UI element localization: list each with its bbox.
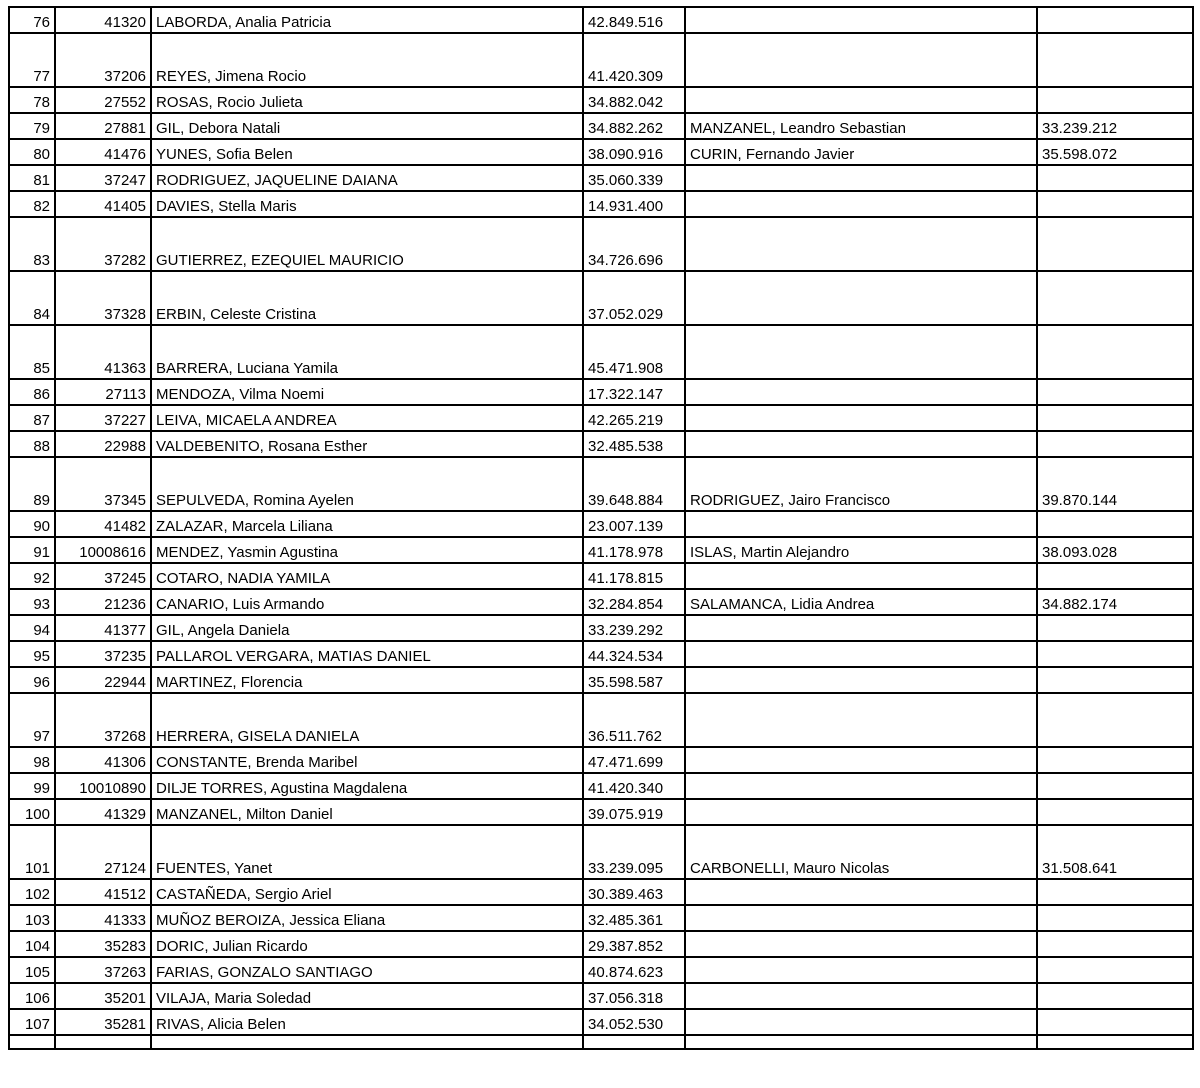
table-row bbox=[9, 1009, 1193, 1035]
cell-suplente bbox=[685, 405, 1037, 431]
cell-documento: 42.265.219 bbox=[583, 405, 685, 431]
cell-apellido-nombre: CASTAÑEDA, Sergio Ariel bbox=[151, 879, 583, 905]
cell-documento-suplente bbox=[1037, 87, 1193, 113]
table-row bbox=[9, 879, 1193, 905]
cell-numero: 21236 bbox=[55, 589, 151, 615]
cell-orden: 101 bbox=[9, 825, 55, 879]
table-row bbox=[9, 693, 1193, 747]
table-row bbox=[9, 799, 1193, 825]
cell-suplente bbox=[685, 191, 1037, 217]
cell-documento: 42.849.516 bbox=[583, 7, 685, 33]
cell-documento-suplente bbox=[1037, 325, 1193, 379]
cell-documento-suplente bbox=[1037, 7, 1193, 33]
table-row bbox=[9, 217, 1193, 271]
cell-documento-suplente bbox=[1037, 405, 1193, 431]
cell-suplente bbox=[685, 165, 1037, 191]
cell-orden: 92 bbox=[9, 563, 55, 589]
cell-numero bbox=[55, 1035, 151, 1049]
cell-numero: 41306 bbox=[55, 747, 151, 773]
cell-documento-suplente bbox=[1037, 747, 1193, 773]
cell-numero: 35201 bbox=[55, 983, 151, 1009]
cell-apellido-nombre: FUENTES, Yanet bbox=[151, 825, 583, 879]
table-row bbox=[9, 1035, 1193, 1049]
cell-numero: 41482 bbox=[55, 511, 151, 537]
cell-documento: 34.726.696 bbox=[583, 217, 685, 271]
cell-apellido-nombre: RODRIGUEZ, JAQUELINE DAIANA bbox=[151, 165, 583, 191]
cell-documento: 32.284.854 bbox=[583, 589, 685, 615]
cell-apellido-nombre: HERRERA, GISELA DANIELA bbox=[151, 693, 583, 747]
cell-suplente bbox=[685, 7, 1037, 33]
cell-documento-suplente: 35.598.072 bbox=[1037, 139, 1193, 165]
table-row bbox=[9, 33, 1193, 87]
cell-documento-suplente bbox=[1037, 983, 1193, 1009]
table-row bbox=[9, 825, 1193, 879]
cell-orden: 85 bbox=[9, 325, 55, 379]
cell-documento-suplente bbox=[1037, 641, 1193, 667]
cell-orden: 86 bbox=[9, 379, 55, 405]
cell-suplente bbox=[685, 217, 1037, 271]
table-row bbox=[9, 7, 1193, 33]
cell-apellido-nombre: LEIVA, MICAELA ANDREA bbox=[151, 405, 583, 431]
cell-documento-suplente bbox=[1037, 773, 1193, 799]
cell-suplente: SALAMANCA, Lidia Andrea bbox=[685, 589, 1037, 615]
cell-apellido-nombre: REYES, Jimena Rocio bbox=[151, 33, 583, 87]
cell-orden: 81 bbox=[9, 165, 55, 191]
cell-orden: 94 bbox=[9, 615, 55, 641]
cell-apellido-nombre: GIL, Debora Natali bbox=[151, 113, 583, 139]
cell-numero: 22988 bbox=[55, 431, 151, 457]
cell-orden: 95 bbox=[9, 641, 55, 667]
cell-documento-suplente bbox=[1037, 693, 1193, 747]
cell-numero: 35283 bbox=[55, 931, 151, 957]
cell-numero: 10010890 bbox=[55, 773, 151, 799]
cell-apellido-nombre: BARRERA, Luciana Yamila bbox=[151, 325, 583, 379]
cell-suplente bbox=[685, 641, 1037, 667]
cell-apellido-nombre: DORIC, Julian Ricardo bbox=[151, 931, 583, 957]
cell-orden: 84 bbox=[9, 271, 55, 325]
cell-numero: 41512 bbox=[55, 879, 151, 905]
cell-apellido-nombre: MARTINEZ, Florencia bbox=[151, 667, 583, 693]
cell-suplente bbox=[685, 87, 1037, 113]
cell-documento-suplente bbox=[1037, 931, 1193, 957]
table-row bbox=[9, 325, 1193, 379]
cell-orden: 99 bbox=[9, 773, 55, 799]
cell-orden: 88 bbox=[9, 431, 55, 457]
cell-documento: 38.090.916 bbox=[583, 139, 685, 165]
cell-apellido-nombre: MANZANEL, Milton Daniel bbox=[151, 799, 583, 825]
cell-suplente: CARBONELLI, Mauro Nicolas bbox=[685, 825, 1037, 879]
cell-numero: 37235 bbox=[55, 641, 151, 667]
cell-documento: 37.052.029 bbox=[583, 271, 685, 325]
cell-numero: 41377 bbox=[55, 615, 151, 641]
cell-numero: 37206 bbox=[55, 33, 151, 87]
cell-orden: 100 bbox=[9, 799, 55, 825]
cell-orden: 104 bbox=[9, 931, 55, 957]
table-row bbox=[9, 457, 1193, 511]
cell-orden: 79 bbox=[9, 113, 55, 139]
cell-suplente bbox=[685, 1009, 1037, 1035]
cell-suplente bbox=[685, 511, 1037, 537]
cell-suplente: MANZANEL, Leandro Sebastian bbox=[685, 113, 1037, 139]
cell-suplente bbox=[685, 931, 1037, 957]
cell-documento-suplente: 33.239.212 bbox=[1037, 113, 1193, 139]
roster-table-body bbox=[9, 7, 1193, 1049]
cell-apellido-nombre: FARIAS, GONZALO SANTIAGO bbox=[151, 957, 583, 983]
cell-orden: 93 bbox=[9, 589, 55, 615]
table-row bbox=[9, 773, 1193, 799]
cell-documento-suplente bbox=[1037, 165, 1193, 191]
cell-documento: 41.178.815 bbox=[583, 563, 685, 589]
cell-apellido-nombre: CANARIO, Luis Armando bbox=[151, 589, 583, 615]
table-row bbox=[9, 641, 1193, 667]
cell-documento-suplente: 38.093.028 bbox=[1037, 537, 1193, 563]
cell-numero: 41363 bbox=[55, 325, 151, 379]
cell-documento-suplente: 39.870.144 bbox=[1037, 457, 1193, 511]
cell-orden bbox=[9, 1035, 55, 1049]
cell-suplente bbox=[685, 379, 1037, 405]
cell-documento: 34.052.530 bbox=[583, 1009, 685, 1035]
cell-documento-suplente bbox=[1037, 615, 1193, 641]
cell-documento-suplente: 31.508.641 bbox=[1037, 825, 1193, 879]
cell-suplente bbox=[685, 33, 1037, 87]
cell-numero: 37227 bbox=[55, 405, 151, 431]
cell-orden: 105 bbox=[9, 957, 55, 983]
cell-suplente bbox=[685, 799, 1037, 825]
cell-numero: 41329 bbox=[55, 799, 151, 825]
cell-suplente bbox=[685, 667, 1037, 693]
cell-documento: 36.511.762 bbox=[583, 693, 685, 747]
cell-apellido-nombre: VILAJA, Maria Soledad bbox=[151, 983, 583, 1009]
cell-documento: 39.075.919 bbox=[583, 799, 685, 825]
table-row bbox=[9, 511, 1193, 537]
cell-documento: 34.882.042 bbox=[583, 87, 685, 113]
cell-suplente bbox=[685, 957, 1037, 983]
cell-orden: 97 bbox=[9, 693, 55, 747]
cell-numero: 41320 bbox=[55, 7, 151, 33]
cell-apellido-nombre: RIVAS, Alicia Belen bbox=[151, 1009, 583, 1035]
cell-documento: 40.874.623 bbox=[583, 957, 685, 983]
cell-suplente bbox=[685, 563, 1037, 589]
cell-documento: 37.056.318 bbox=[583, 983, 685, 1009]
cell-orden: 106 bbox=[9, 983, 55, 1009]
cell-suplente bbox=[685, 431, 1037, 457]
cell-documento: 35.060.339 bbox=[583, 165, 685, 191]
table-row bbox=[9, 983, 1193, 1009]
cell-apellido-nombre: LABORDA, Analia Patricia bbox=[151, 7, 583, 33]
cell-documento-suplente bbox=[1037, 1009, 1193, 1035]
cell-apellido-nombre: GIL, Angela Daniela bbox=[151, 615, 583, 641]
cell-numero: 41405 bbox=[55, 191, 151, 217]
table-row bbox=[9, 113, 1193, 139]
cell-documento-suplente bbox=[1037, 563, 1193, 589]
cell-orden: 96 bbox=[9, 667, 55, 693]
cell-documento: 41.420.340 bbox=[583, 773, 685, 799]
cell-suplente: CURIN, Fernando Javier bbox=[685, 139, 1037, 165]
table-row bbox=[9, 431, 1193, 457]
table-row bbox=[9, 589, 1193, 615]
cell-numero: 41333 bbox=[55, 905, 151, 931]
cell-orden: 102 bbox=[9, 879, 55, 905]
table-row bbox=[9, 563, 1193, 589]
cell-documento-suplente bbox=[1037, 879, 1193, 905]
cell-orden: 91 bbox=[9, 537, 55, 563]
cell-suplente bbox=[685, 773, 1037, 799]
cell-suplente bbox=[685, 983, 1037, 1009]
cell-numero: 27552 bbox=[55, 87, 151, 113]
cell-suplente bbox=[685, 615, 1037, 641]
cell-orden: 76 bbox=[9, 7, 55, 33]
cell-documento-suplente bbox=[1037, 379, 1193, 405]
cell-documento: 34.882.262 bbox=[583, 113, 685, 139]
cell-documento: 45.471.908 bbox=[583, 325, 685, 379]
table-row bbox=[9, 615, 1193, 641]
cell-suplente bbox=[685, 879, 1037, 905]
cell-orden: 107 bbox=[9, 1009, 55, 1035]
cell-documento-suplente: 34.882.174 bbox=[1037, 589, 1193, 615]
cell-numero: 22944 bbox=[55, 667, 151, 693]
cell-apellido-nombre: SEPULVEDA, Romina Ayelen bbox=[151, 457, 583, 511]
cell-documento: 32.485.361 bbox=[583, 905, 685, 931]
cell-documento: 23.007.139 bbox=[583, 511, 685, 537]
table-row bbox=[9, 87, 1193, 113]
cell-documento: 33.239.292 bbox=[583, 615, 685, 641]
cell-numero: 37247 bbox=[55, 165, 151, 191]
cell-numero: 37345 bbox=[55, 457, 151, 511]
cell-documento bbox=[583, 1035, 685, 1049]
table-row bbox=[9, 271, 1193, 325]
cell-numero: 10008616 bbox=[55, 537, 151, 563]
table-row bbox=[9, 747, 1193, 773]
cell-numero: 27124 bbox=[55, 825, 151, 879]
cell-documento: 29.387.852 bbox=[583, 931, 685, 957]
cell-numero: 37328 bbox=[55, 271, 151, 325]
cell-documento-suplente bbox=[1037, 271, 1193, 325]
cell-numero: 37245 bbox=[55, 563, 151, 589]
cell-apellido-nombre: VALDEBENITO, Rosana Esther bbox=[151, 431, 583, 457]
cell-suplente: RODRIGUEZ, Jairo Francisco bbox=[685, 457, 1037, 511]
table-row bbox=[9, 667, 1193, 693]
cell-suplente bbox=[685, 905, 1037, 931]
cell-apellido-nombre: YUNES, Sofia Belen bbox=[151, 139, 583, 165]
table-row bbox=[9, 957, 1193, 983]
cell-documento: 35.598.587 bbox=[583, 667, 685, 693]
cell-suplente: ISLAS, Martin Alejandro bbox=[685, 537, 1037, 563]
cell-apellido-nombre: CONSTANTE, Brenda Maribel bbox=[151, 747, 583, 773]
cell-apellido-nombre: MENDEZ, Yasmin Agustina bbox=[151, 537, 583, 563]
cell-apellido-nombre: MUÑOZ BEROIZA, Jessica Eliana bbox=[151, 905, 583, 931]
table-row bbox=[9, 405, 1193, 431]
cell-numero: 35281 bbox=[55, 1009, 151, 1035]
cell-numero: 41476 bbox=[55, 139, 151, 165]
cell-numero: 37263 bbox=[55, 957, 151, 983]
cell-documento: 14.931.400 bbox=[583, 191, 685, 217]
table-row bbox=[9, 139, 1193, 165]
cell-orden: 87 bbox=[9, 405, 55, 431]
cell-suplente bbox=[685, 325, 1037, 379]
cell-orden: 77 bbox=[9, 33, 55, 87]
table-row bbox=[9, 191, 1193, 217]
cell-apellido-nombre: DAVIES, Stella Maris bbox=[151, 191, 583, 217]
cell-documento: 30.389.463 bbox=[583, 879, 685, 905]
cell-apellido-nombre: GUTIERREZ, EZEQUIEL MAURICIO bbox=[151, 217, 583, 271]
cell-apellido-nombre: PALLAROL VERGARA, MATIAS DANIEL bbox=[151, 641, 583, 667]
cell-numero: 27113 bbox=[55, 379, 151, 405]
cell-apellido-nombre: COTARO, NADIA YAMILA bbox=[151, 563, 583, 589]
cell-numero: 37268 bbox=[55, 693, 151, 747]
table-row bbox=[9, 905, 1193, 931]
document-page bbox=[0, 6, 1200, 1088]
cell-orden: 80 bbox=[9, 139, 55, 165]
cell-orden: 90 bbox=[9, 511, 55, 537]
table-row bbox=[9, 931, 1193, 957]
cell-documento-suplente bbox=[1037, 511, 1193, 537]
cell-suplente bbox=[685, 693, 1037, 747]
cell-documento: 47.471.699 bbox=[583, 747, 685, 773]
cell-suplente bbox=[685, 1035, 1037, 1049]
cell-documento: 33.239.095 bbox=[583, 825, 685, 879]
cell-documento-suplente bbox=[1037, 191, 1193, 217]
cell-documento: 41.178.978 bbox=[583, 537, 685, 563]
cell-orden: 103 bbox=[9, 905, 55, 931]
roster-table bbox=[8, 6, 1194, 1050]
cell-documento-suplente bbox=[1037, 217, 1193, 271]
table-row bbox=[9, 537, 1193, 563]
cell-documento-suplente bbox=[1037, 33, 1193, 87]
table-row bbox=[9, 165, 1193, 191]
cell-apellido-nombre: ZALAZAR, Marcela Liliana bbox=[151, 511, 583, 537]
table-row bbox=[9, 379, 1193, 405]
cell-suplente bbox=[685, 747, 1037, 773]
cell-orden: 83 bbox=[9, 217, 55, 271]
cell-documento-suplente bbox=[1037, 957, 1193, 983]
cell-apellido-nombre: ERBIN, Celeste Cristina bbox=[151, 271, 583, 325]
cell-orden: 82 bbox=[9, 191, 55, 217]
cell-documento-suplente bbox=[1037, 667, 1193, 693]
cell-apellido-nombre: DILJE TORRES, Agustina Magdalena bbox=[151, 773, 583, 799]
cell-apellido-nombre: MENDOZA, Vilma Noemi bbox=[151, 379, 583, 405]
cell-orden: 78 bbox=[9, 87, 55, 113]
cell-documento: 17.322.147 bbox=[583, 379, 685, 405]
cell-documento: 41.420.309 bbox=[583, 33, 685, 87]
cell-orden: 98 bbox=[9, 747, 55, 773]
cell-suplente bbox=[685, 271, 1037, 325]
cell-documento: 44.324.534 bbox=[583, 641, 685, 667]
cell-documento-suplente bbox=[1037, 431, 1193, 457]
cell-documento-suplente bbox=[1037, 799, 1193, 825]
cell-documento-suplente bbox=[1037, 1035, 1193, 1049]
cell-apellido-nombre: ROSAS, Rocio Julieta bbox=[151, 87, 583, 113]
cell-documento: 39.648.884 bbox=[583, 457, 685, 511]
cell-numero: 37282 bbox=[55, 217, 151, 271]
cell-numero: 27881 bbox=[55, 113, 151, 139]
cell-orden: 89 bbox=[9, 457, 55, 511]
cell-documento: 32.485.538 bbox=[583, 431, 685, 457]
cell-apellido-nombre bbox=[151, 1035, 583, 1049]
cell-documento-suplente bbox=[1037, 905, 1193, 931]
